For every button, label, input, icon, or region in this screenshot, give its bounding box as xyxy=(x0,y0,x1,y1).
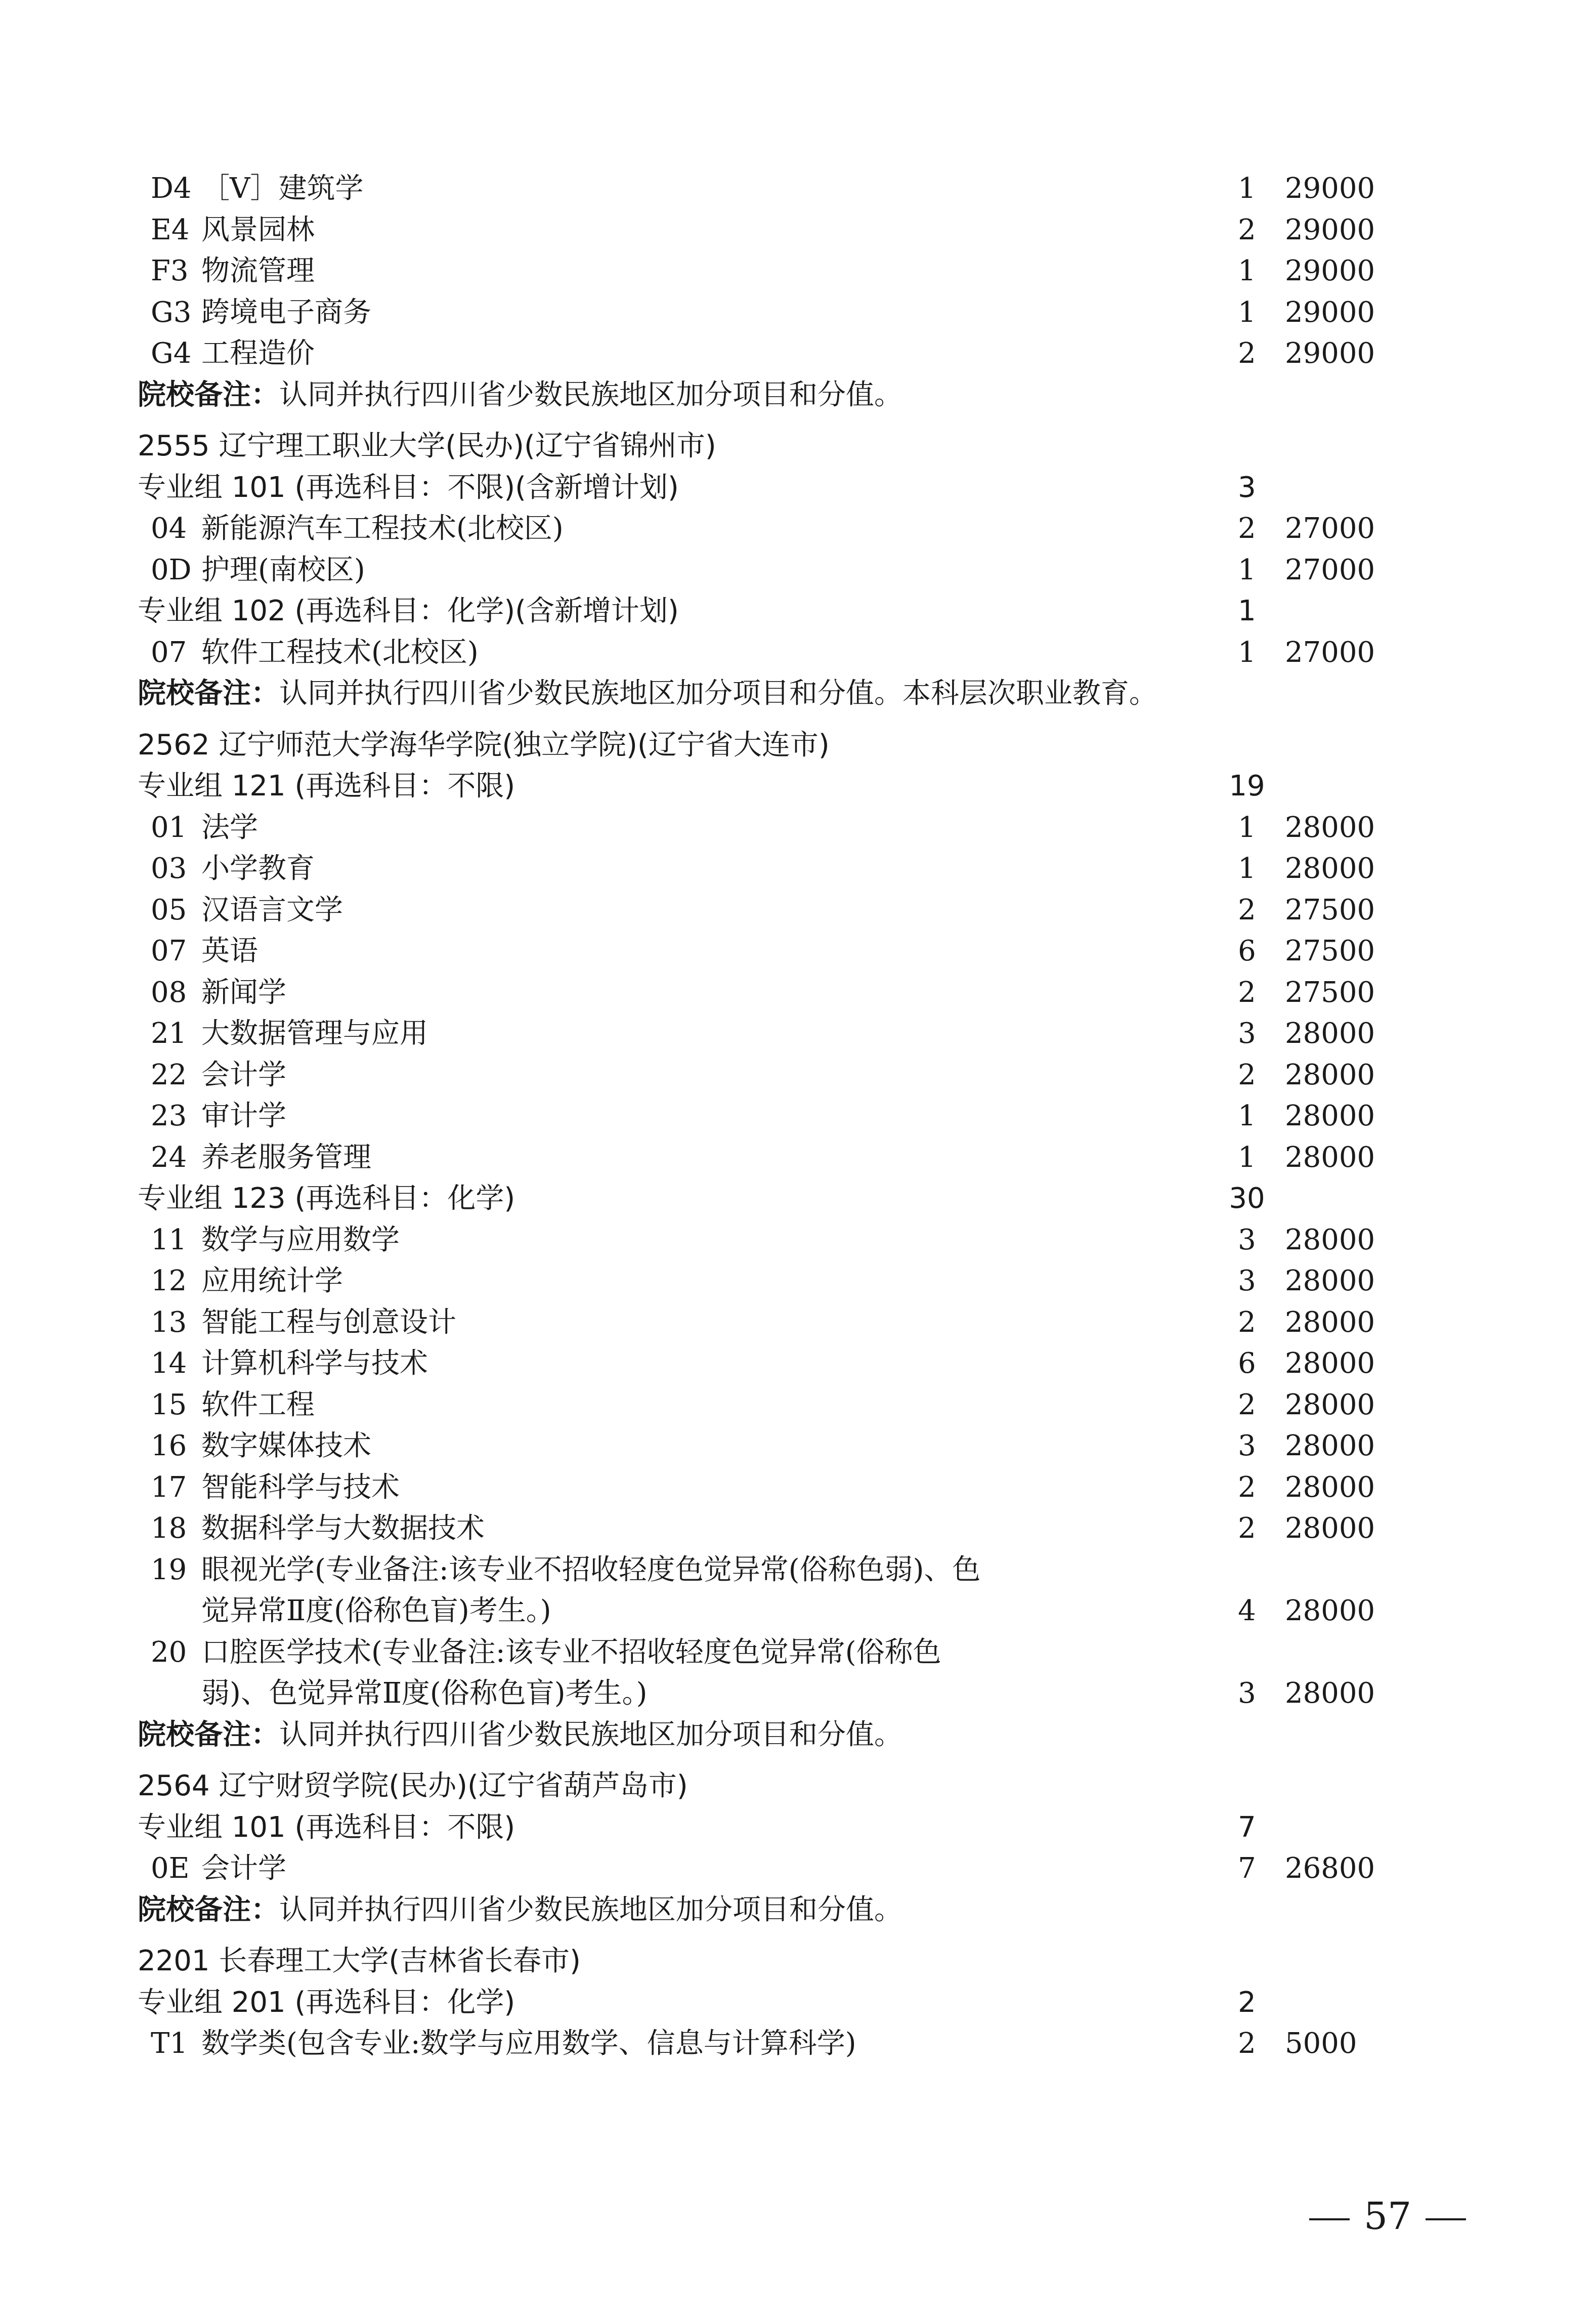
plan-count: 4 xyxy=(1238,1594,1256,1627)
tuition-fee: 27500 xyxy=(1285,935,1375,967)
school-header xyxy=(0,426,1596,467)
major-name: 风景园林 xyxy=(201,213,315,246)
group-count: 2 xyxy=(1238,1986,1256,2019)
remark-label: 院校备注： xyxy=(138,677,279,710)
major-row xyxy=(0,807,1596,849)
plan-count: 6 xyxy=(1238,1347,1256,1380)
major-row xyxy=(0,1095,1596,1137)
tuition-fee: 28000 xyxy=(1285,1429,1375,1462)
major-row xyxy=(0,250,1596,292)
plan-count: 3 xyxy=(1238,1429,1256,1462)
tuition-fee: 28000 xyxy=(1285,1100,1375,1132)
remark-content: 认同并执行四川省少数民族地区加分项目和分值。 xyxy=(279,1718,902,1751)
group-count: 7 xyxy=(1238,1810,1256,1844)
remark-label: 院校备注： xyxy=(138,378,279,411)
major-row xyxy=(0,972,1596,1014)
major-name: 护理(南校区) xyxy=(201,553,365,586)
major-code: 18 xyxy=(151,1512,187,1545)
school-header xyxy=(0,1941,1596,1982)
major-row xyxy=(0,2023,1596,2064)
remark-text xyxy=(138,374,902,416)
plan-count: 1 xyxy=(1238,811,1256,844)
group-row xyxy=(0,1982,1596,2023)
major-name: 物流管理 xyxy=(201,255,315,287)
major-name: 智能科学与技术 xyxy=(201,1470,400,1504)
major-code: D4 xyxy=(151,172,192,205)
major-name: 小学教育 xyxy=(201,852,315,885)
major-code: 19 xyxy=(151,1553,187,1586)
major-name: 会计学 xyxy=(201,1058,286,1091)
dash-right xyxy=(1426,2218,1466,2220)
group-title: 专业组 102 (再选科目：化学)(含新增计划) xyxy=(138,595,679,627)
major-name: 智能工程与创意设计 xyxy=(201,1305,456,1339)
major-code: 22 xyxy=(151,1058,187,1091)
school-remark xyxy=(0,374,1596,416)
major-row xyxy=(0,632,1596,673)
group-title: 专业组 121 (再选科目：不限) xyxy=(138,770,515,803)
plan-count: 1 xyxy=(1238,172,1256,205)
major-row xyxy=(0,1425,1596,1467)
major-code: 0D xyxy=(151,553,192,586)
tuition-fee: 5000 xyxy=(1285,2027,1357,2060)
tuition-fee: 28000 xyxy=(1285,1388,1375,1421)
major-name: 新能源汽车工程技术(北校区) xyxy=(201,512,564,545)
tuition-fee: 29000 xyxy=(1285,213,1375,246)
tuition-fee: 28000 xyxy=(1285,1017,1375,1050)
major-code: 05 xyxy=(151,893,187,926)
major-code: 01 xyxy=(151,811,187,844)
major-row xyxy=(0,292,1596,333)
major-name: 弱)、色觉异常Ⅱ度(俗称色盲)考生。) xyxy=(201,1677,648,1710)
major-row xyxy=(0,1590,1596,1632)
major-name: 数学类(包含专业:数学与应用数学、信息与计算科学) xyxy=(201,2027,856,2060)
plan-count: 2 xyxy=(1238,213,1256,246)
plan-count: 7 xyxy=(1238,1852,1256,1885)
major-row xyxy=(0,1549,1596,1591)
group-row xyxy=(0,467,1596,509)
tuition-fee: 28000 xyxy=(1285,811,1375,844)
major-row xyxy=(0,333,1596,374)
tuition-fee: 29000 xyxy=(1285,255,1375,287)
dash-left xyxy=(1309,2218,1350,2220)
major-row xyxy=(0,1137,1596,1178)
remark-content: 认同并执行四川省少数民族地区加分项目和分值。本科层次职业教育。 xyxy=(279,677,1157,710)
plan-count: 6 xyxy=(1238,935,1256,967)
group-count: 3 xyxy=(1238,471,1256,504)
major-code: 07 xyxy=(151,935,187,967)
major-name: 法学 xyxy=(201,811,258,844)
major-name: 英语 xyxy=(201,935,258,967)
group-count: 30 xyxy=(1229,1182,1265,1215)
page-number xyxy=(1295,2191,1480,2242)
group-title: 专业组 101 (再选科目：不限) xyxy=(138,1810,515,1844)
tuition-fee: 28000 xyxy=(1285,1677,1375,1710)
major-name: 眼视光学(专业备注:该专业不招收轻度色觉异常(俗称色弱)、色 xyxy=(201,1553,981,1586)
major-code: E4 xyxy=(151,213,190,246)
major-name: 计算机科学与技术 xyxy=(201,1347,428,1380)
major-name: 数据科学与大数据技术 xyxy=(201,1512,485,1545)
plan-count: 3 xyxy=(1238,1017,1256,1050)
major-name: 汉语言文学 xyxy=(201,893,343,926)
major-code: 14 xyxy=(151,1347,187,1380)
major-row xyxy=(0,1343,1596,1384)
tuition-fee: 29000 xyxy=(1285,172,1375,205)
tuition-fee: 28000 xyxy=(1285,1264,1375,1297)
tuition-fee: 29000 xyxy=(1285,337,1375,370)
plan-count: 2 xyxy=(1238,2027,1256,2060)
remark-text xyxy=(138,1714,902,1756)
group-count: 19 xyxy=(1229,770,1265,803)
major-row xyxy=(0,1673,1596,1714)
major-name: 觉异常Ⅱ度(俗称色盲)考生。) xyxy=(201,1594,551,1627)
major-row xyxy=(0,168,1596,209)
plan-count: 2 xyxy=(1238,1512,1256,1545)
major-name: 软件工程 xyxy=(201,1388,315,1421)
group-title: 专业组 201 (再选科目：化学) xyxy=(138,1986,515,2019)
major-name: 工程造价 xyxy=(201,337,315,370)
major-row xyxy=(0,1384,1596,1426)
tuition-fee: 28000 xyxy=(1285,1058,1375,1091)
major-code: 04 xyxy=(151,512,187,545)
major-code: 24 xyxy=(151,1141,187,1174)
group-title: 专业组 123 (再选科目：化学) xyxy=(138,1182,515,1215)
school-title: 2201 长春理工大学(吉林省长春市) xyxy=(138,1945,581,1977)
major-code: F3 xyxy=(151,255,189,287)
major-code: 03 xyxy=(151,852,187,885)
major-name: 口腔医学技术(专业备注:该专业不招收轻度色觉异常(俗称色 xyxy=(201,1635,941,1669)
major-row xyxy=(0,848,1596,890)
group-row xyxy=(0,1807,1596,1848)
school-remark xyxy=(0,1714,1596,1756)
plan-count: 1 xyxy=(1238,1141,1256,1174)
plan-count: 1 xyxy=(1238,636,1256,669)
major-code: 12 xyxy=(151,1264,187,1297)
major-name: 软件工程技术(北校区) xyxy=(201,636,479,669)
tuition-fee: 29000 xyxy=(1285,296,1375,329)
remark-content: 认同并执行四川省少数民族地区加分项目和分值。 xyxy=(279,378,902,411)
tuition-fee: 28000 xyxy=(1285,1594,1375,1627)
major-name: 新闻学 xyxy=(201,976,286,1009)
tuition-fee: 28000 xyxy=(1285,1141,1375,1174)
major-code: 17 xyxy=(151,1470,187,1504)
plan-count: 3 xyxy=(1238,1264,1256,1297)
group-row xyxy=(0,1178,1596,1219)
major-row xyxy=(0,550,1596,591)
major-row xyxy=(0,209,1596,251)
major-name: 数字媒体技术 xyxy=(201,1429,371,1462)
plan-count: 2 xyxy=(1238,1305,1256,1339)
school-remark xyxy=(0,673,1596,714)
major-code: 11 xyxy=(151,1223,187,1256)
tuition-fee: 28000 xyxy=(1285,1305,1375,1339)
tuition-fee: 27000 xyxy=(1285,553,1375,586)
major-code: 13 xyxy=(151,1305,187,1339)
major-row xyxy=(0,508,1596,550)
tuition-fee: 28000 xyxy=(1285,1347,1375,1380)
major-row xyxy=(0,890,1596,931)
major-row xyxy=(0,1013,1596,1055)
major-name: 审计学 xyxy=(201,1100,286,1132)
major-code: G3 xyxy=(151,296,192,329)
plan-count: 2 xyxy=(1238,512,1256,545)
major-code: G4 xyxy=(151,337,192,370)
major-code: 08 xyxy=(151,976,187,1009)
major-name: 会计学 xyxy=(201,1852,286,1885)
school-header xyxy=(0,725,1596,766)
plan-count: 2 xyxy=(1238,1388,1256,1421)
tuition-fee: 26800 xyxy=(1285,1852,1375,1885)
plan-count: 2 xyxy=(1238,337,1256,370)
tuition-fee: 27000 xyxy=(1285,636,1375,669)
major-name: 跨境电子商务 xyxy=(201,296,371,329)
major-code: 16 xyxy=(151,1429,187,1462)
major-code: 21 xyxy=(151,1017,187,1050)
major-name: 养老服务管理 xyxy=(201,1141,371,1174)
plan-count: 2 xyxy=(1238,1470,1256,1504)
major-code: 23 xyxy=(151,1100,187,1132)
group-row xyxy=(0,766,1596,807)
plan-count: 1 xyxy=(1238,852,1256,885)
major-row xyxy=(0,931,1596,972)
major-row xyxy=(0,1302,1596,1343)
school-title: 2555 辽宁理工职业大学(民办)(辽宁省锦州市) xyxy=(138,430,716,462)
plan-count: 3 xyxy=(1238,1223,1256,1256)
plan-count: 1 xyxy=(1238,296,1256,329)
tuition-fee: 27000 xyxy=(1285,512,1375,545)
major-row xyxy=(0,1260,1596,1302)
plan-count: 1 xyxy=(1238,1100,1256,1132)
school-title: 2564 辽宁财贸学院(民办)(辽宁省葫芦岛市) xyxy=(138,1769,688,1802)
major-row xyxy=(0,1632,1596,1673)
major-name: 大数据管理与应用 xyxy=(201,1017,428,1050)
tuition-fee: 28000 xyxy=(1285,1470,1375,1504)
major-row xyxy=(0,1467,1596,1508)
major-row xyxy=(0,1508,1596,1549)
page-number-value: 57 xyxy=(1364,2195,1412,2238)
major-row xyxy=(0,1055,1596,1096)
plan-count: 2 xyxy=(1238,976,1256,1009)
major-name: 数学与应用数学 xyxy=(201,1223,400,1256)
major-name: 应用统计学 xyxy=(201,1264,343,1297)
major-code: T1 xyxy=(151,2027,188,2060)
major-row xyxy=(0,1848,1596,1889)
tuition-fee: 27500 xyxy=(1285,893,1375,926)
remark-label: 院校备注： xyxy=(138,1718,279,1751)
plan-count: 2 xyxy=(1238,1058,1256,1091)
major-code: 20 xyxy=(151,1635,187,1669)
major-row xyxy=(0,1219,1596,1261)
remark-text xyxy=(138,1889,902,1931)
plan-count: 3 xyxy=(1238,1677,1256,1710)
tuition-fee: 28000 xyxy=(1285,1512,1375,1545)
major-code: 07 xyxy=(151,636,187,669)
major-code: 0E xyxy=(151,1852,190,1885)
plan-count: 1 xyxy=(1238,255,1256,287)
major-name: ［Ⅴ］建筑学 xyxy=(201,172,364,205)
school-title: 2562 辽宁师范大学海华学院(独立学院)(辽宁省大连市) xyxy=(138,728,830,762)
plan-count: 2 xyxy=(1238,893,1256,926)
group-title: 专业组 101 (再选科目：不限)(含新增计划) xyxy=(138,471,679,504)
remark-content: 认同并执行四川省少数民族地区加分项目和分值。 xyxy=(279,1893,902,1926)
school-remark xyxy=(0,1889,1596,1931)
group-count: 1 xyxy=(1238,595,1256,627)
tuition-fee: 27500 xyxy=(1285,976,1375,1009)
plan-count: 1 xyxy=(1238,553,1256,586)
tuition-fee: 28000 xyxy=(1285,1223,1375,1256)
major-code: 15 xyxy=(151,1388,187,1421)
tuition-fee: 28000 xyxy=(1285,852,1375,885)
remark-label: 院校备注： xyxy=(138,1893,279,1926)
remark-text xyxy=(138,673,1157,714)
group-row xyxy=(0,591,1596,632)
school-header xyxy=(0,1765,1596,1807)
